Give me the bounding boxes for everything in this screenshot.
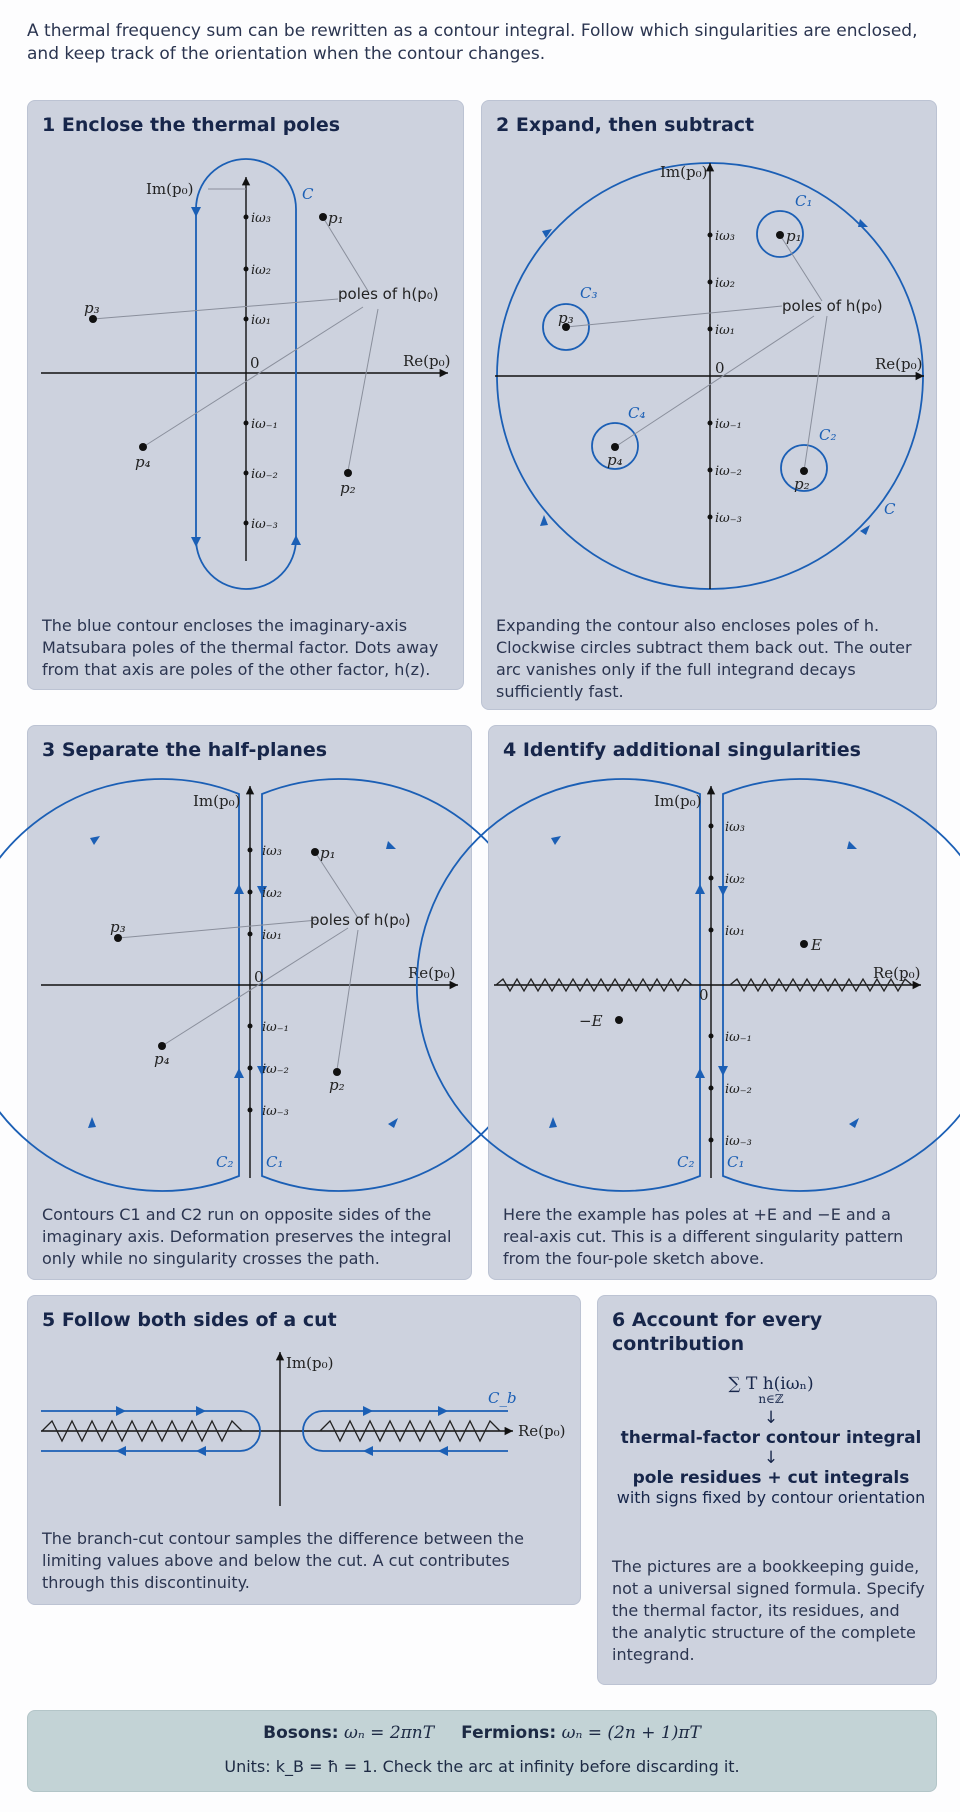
panel-expand-subtract (481, 100, 937, 710)
svg-text:iω₋₂: iω₋₂ (262, 1062, 289, 1077)
svg-text:p₁: p₁ (328, 209, 344, 227)
fermions-label: Fermions: (461, 1723, 557, 1743)
poles-of-h-label: poles of h(p₀) (782, 297, 883, 315)
fermions-formula: ωₙ = (2n + 1)πT (561, 1723, 701, 1743)
panel-description: The blue contour encloses the imaginary-axis Matsubara poles of the thermal factor. Dots away from that axis are poles of the other factor, h(z). (42, 616, 439, 679)
poles-of-h-label: poles of h(p₀) (310, 911, 411, 929)
svg-text:iω₂: iω₂ (251, 263, 271, 278)
origin-label: 0 (699, 986, 709, 1004)
origin-label: 0 (254, 968, 264, 986)
svg-text:p₂: p₂ (794, 475, 810, 493)
contour-c2-label: C₂ (677, 1153, 695, 1171)
im-axis-label: Im(p₀) (654, 792, 702, 810)
im-axis-label: Im(p₀) (660, 163, 708, 181)
svg-text:p₂: p₂ (340, 479, 356, 497)
contour-c-label: C (302, 185, 314, 203)
svg-text:iω₃: iω₃ (725, 820, 745, 835)
svg-text:iω₋₁: iω₋₁ (715, 417, 742, 432)
panel-additional-singularities (488, 725, 937, 1280)
panel-account-contributions (597, 1295, 937, 1685)
re-axis-label: Re(p₀) (873, 964, 921, 982)
svg-text:p₄: p₄ (135, 453, 151, 471)
svg-text:p₃: p₃ (110, 918, 126, 936)
bosons-formula: ωₙ = 2πnT (344, 1723, 435, 1743)
separate-half-planes-figure (28, 726, 473, 1196)
panel-description: Expanding the contour also encloses poles of h. Clockwise circles subtract them back out. The outer arc vanishes only if the full integrand decays sufficiently fast. (496, 616, 912, 701)
poles-of-h (84, 209, 439, 497)
expand-subtract-figure (482, 101, 938, 621)
svg-text:iω₁: iω₁ (715, 323, 735, 338)
matsubara-sum-formula: ∑ T h(iωₙ) (728, 1374, 814, 1394)
panel-description: Contours C1 and C2 run on opposite sides of the imaginary axis. Deformation preserves the integral only while no singularity crosses the path. (42, 1205, 452, 1268)
panel-description: Here the example has poles at +E and −E and a real-axis cut. This is a different singularity pattern from the four-pole sketch above. (503, 1205, 904, 1268)
step-thermal-contour: thermal-factor contour integral (620, 1428, 922, 1448)
svg-text:p₃: p₃ (558, 309, 574, 327)
panel-title: 6 Account for every contribution (612, 1309, 823, 1355)
contour-arrow (191, 537, 201, 547)
down-arrow-1: ↓ (763, 1408, 779, 1428)
step-sign-note: with signs fixed by contour orientation (616, 1488, 926, 1507)
svg-text:iω₋₃: iω₋₃ (715, 511, 742, 526)
re-axis-label: Re(p₀) (403, 352, 451, 370)
svg-text:C₄: C₄ (628, 404, 646, 422)
svg-text:iω₂: iω₂ (262, 886, 282, 901)
matsubara-poles (708, 229, 742, 526)
svg-text:iω₂: iω₂ (725, 872, 745, 887)
contour-c2-label: C₂ (216, 1153, 234, 1171)
pole-plus-e-label: E (811, 936, 822, 954)
poles-of-h-label: poles of h(p₀) (338, 285, 439, 303)
contour-arrow (191, 207, 201, 217)
svg-text:iω₋₁: iω₋₁ (262, 1020, 289, 1035)
im-axis-label: Im(p₀) (286, 1354, 334, 1372)
bosons-label: Bosons: (263, 1723, 339, 1743)
svg-text:iω₋₂: iω₋₂ (725, 1082, 752, 1097)
intro-text: A thermal frequency sum can be rewritten as a contour integral. Follow which singularities are enclosed, and keep track of the orientation when the contour changes. (27, 21, 918, 64)
pole-minus-e-label: −E (579, 1012, 603, 1030)
svg-text:iω₋₃: iω₋₃ (262, 1104, 289, 1119)
svg-text:iω₋₁: iω₋₁ (725, 1030, 752, 1045)
re-axis-label: Re(p₀) (875, 355, 923, 373)
svg-text:p₄: p₄ (607, 451, 623, 469)
panel-title: 4 Identify additional singularities (503, 739, 861, 761)
contribution-summary (612, 1374, 930, 1507)
re-axis-label: Re(p₀) (408, 964, 456, 982)
origin-label: 0 (715, 359, 725, 377)
contour-cb-label: C_b (488, 1389, 517, 1407)
svg-text:p₄: p₄ (154, 1050, 170, 1068)
svg-text:iω₃: iω₃ (715, 229, 735, 244)
contour-c-label: C (884, 500, 896, 518)
svg-text:iω₋₃: iω₋₃ (725, 1134, 752, 1149)
svg-text:iω₋₁: iω₋₁ (251, 417, 278, 432)
svg-text:p₁: p₁ (786, 227, 802, 245)
svg-text:iω₋₃: iω₋₃ (251, 517, 278, 532)
svg-text:iω₃: iω₃ (251, 211, 271, 226)
sum-index-range: n∈ℤ (758, 1392, 784, 1406)
footer-conventions (27, 1710, 937, 1792)
panel-description: The pictures are a bookkeeping guide, not a universal signed formula. Specify the thermal factor, its residues, and the analytic structure of the complete integrand. (612, 1557, 925, 1664)
im-axis-label: Im(p₀) (193, 792, 241, 810)
svg-text:C₁: C₁ (795, 192, 813, 210)
svg-text:C₃: C₃ (580, 284, 598, 302)
panel-enclose-thermal-poles (27, 100, 464, 690)
contour-c1-label: C₁ (266, 1153, 284, 1171)
svg-text:iω₁: iω₁ (262, 928, 282, 943)
svg-text:iω₋₂: iω₋₂ (715, 464, 742, 479)
additional-singularities-figure (489, 726, 938, 1196)
panel-separate-half-planes (27, 725, 472, 1280)
both-sides-cut-figure (28, 1296, 582, 1526)
panel-title: 2 Expand, then subtract (496, 114, 755, 136)
matsubara-poles (244, 211, 278, 532)
contour-c1-label: C₁ (727, 1153, 745, 1171)
contour-arrow (291, 535, 301, 545)
re-axis-label: Re(p₀) (518, 1422, 566, 1440)
svg-text:C₂: C₂ (819, 426, 837, 444)
panel-both-sides-cut (27, 1295, 581, 1605)
im-axis-label: Im(p₀) (146, 180, 194, 198)
units-note: Units: k_B = ħ = 1. Check the arc at infinity before discarding it. (224, 1757, 740, 1776)
svg-text:iω₁: iω₁ (725, 924, 745, 939)
svg-text:p₃: p₃ (84, 299, 100, 317)
svg-text:p₂: p₂ (329, 1076, 345, 1094)
svg-text:iω₁: iω₁ (251, 313, 271, 328)
panel-title: 5 Follow both sides of a cut (42, 1309, 337, 1331)
svg-text:iω₃: iω₃ (262, 844, 282, 859)
panel-title: 3 Separate the half-planes (42, 739, 328, 761)
enclose-thermal-poles-figure (28, 101, 465, 621)
svg-text:iω₋₂: iω₋₂ (251, 467, 278, 482)
svg-text:p₁: p₁ (320, 844, 336, 862)
panel-description: The branch-cut contour samples the difference between the limiting values above and below the cut. A cut contributes through this discontinuity. (42, 1529, 524, 1592)
svg-text:iω₂: iω₂ (715, 276, 735, 291)
step-residues-cuts: pole residues + cut integrals (632, 1468, 910, 1488)
down-arrow-2: ↓ (763, 1448, 779, 1468)
panel-title: 1 Enclose the thermal poles (42, 114, 341, 136)
origin-label: 0 (250, 354, 260, 372)
